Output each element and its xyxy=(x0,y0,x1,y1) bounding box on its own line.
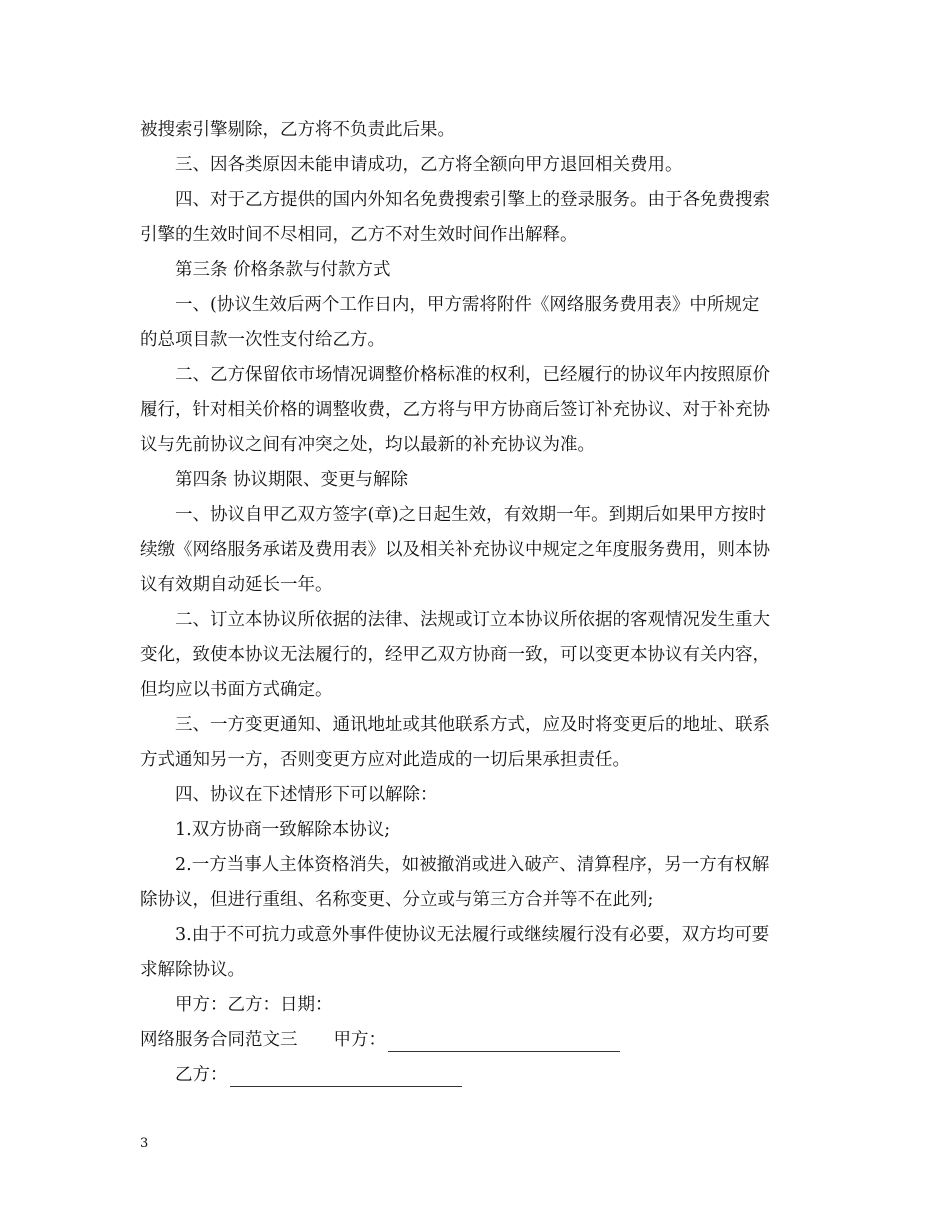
signature-line: 甲方：乙方：日期： xyxy=(175,995,333,1015)
paragraph-line: 一、协议自甲乙双方签字(章)之日起生效，有效期一年。到期后如果甲方按时 xyxy=(175,505,767,525)
paragraph-line: 履行，针对相关价格的调整收费，乙方将与甲方协商后签订补充协议、对于补充协 xyxy=(140,400,770,420)
party-b-label: 乙方： xyxy=(175,1065,228,1085)
paragraph-line: 二、订立本协议所依据的法律、法规或订立本协议所依据的客观情况发生重大 xyxy=(175,610,770,630)
paragraph-line: 四、协议在下述情形下可以解除： xyxy=(175,785,438,805)
party-b-blank xyxy=(230,1068,462,1087)
paragraph-line: 三、因各类原因未能申请成功，乙方将全额向甲方退回相关费用。 xyxy=(175,155,683,175)
paragraph-line: 二、乙方保留依市场情况调整价格标准的权利，已经履行的协议年内按照原价 xyxy=(175,365,770,385)
paragraph-line: 议与先前协议之间有冲突之处，均以最新的补充协议为准。 xyxy=(140,435,595,455)
paragraph-line: 除协议，但进行重组、名称变更、分立或与第三方合并等不在此列; xyxy=(140,890,654,910)
party-b-row xyxy=(175,1063,855,1087)
paragraph-line: 2.一方当事人主体资格消失，如被撤消或进入破产、清算程序，另一方有权解 xyxy=(175,855,770,875)
contract3-header xyxy=(140,1028,820,1052)
paragraph-line: 1.双方协商一致解除本协议; xyxy=(175,820,391,840)
paragraph-line: 一、(协议生效后两个工作日内，甲方需将附件《网络服务费用表》中所规定 xyxy=(175,295,760,315)
party-a-label: 甲方： xyxy=(333,1030,386,1050)
paragraph-line: 议有效期自动延长一年。 xyxy=(140,575,333,595)
page-number: 3 xyxy=(140,1136,149,1151)
section-heading: 第三条 价格条款与付款方式 xyxy=(175,260,391,280)
paragraph-line: 三、一方变更通知、通讯地址或其他联系方式，应及时将变更后的地址、联系 xyxy=(175,715,770,735)
paragraph-line: 的总项目款一次性支付给乙方。 xyxy=(140,330,385,350)
paragraph-line: 3.由于不可抗力或意外事件使协议无法履行或继续履行没有必要，双方均可要 xyxy=(175,925,770,945)
paragraph-line: 变化，致使本协议无法履行的，经甲乙双方协商一致，可以变更本协议有关内容， xyxy=(140,645,770,665)
paragraph-line: 求解除协议。 xyxy=(140,960,245,980)
paragraph-line: 续缴《网络服务承诺及费用表》以及相关补充协议中规定之年度服务费用，则本协 xyxy=(140,540,770,560)
contract3-title: 网络服务合同范文三 xyxy=(140,1030,298,1050)
party-a-blank xyxy=(388,1033,620,1052)
paragraph-line: 方式通知另一方，否则变更方应对此造成的一切后果承担责任。 xyxy=(140,750,630,770)
paragraph-line: 四、对于乙方提供的国内外知名免费搜索引擎上的登录服务。由于各免费搜索 xyxy=(175,190,770,210)
paragraph-line: 引擎的生效时间不尽相同，乙方不对生效时间作出解释。 xyxy=(140,225,578,245)
section-heading: 第四条 协议期限、变更与解除 xyxy=(175,470,409,490)
paragraph-line: 被搜索引擎剔除，乙方将不负责此后果。 xyxy=(140,120,455,140)
paragraph-line: 但均应以书面方式确定。 xyxy=(140,680,333,700)
